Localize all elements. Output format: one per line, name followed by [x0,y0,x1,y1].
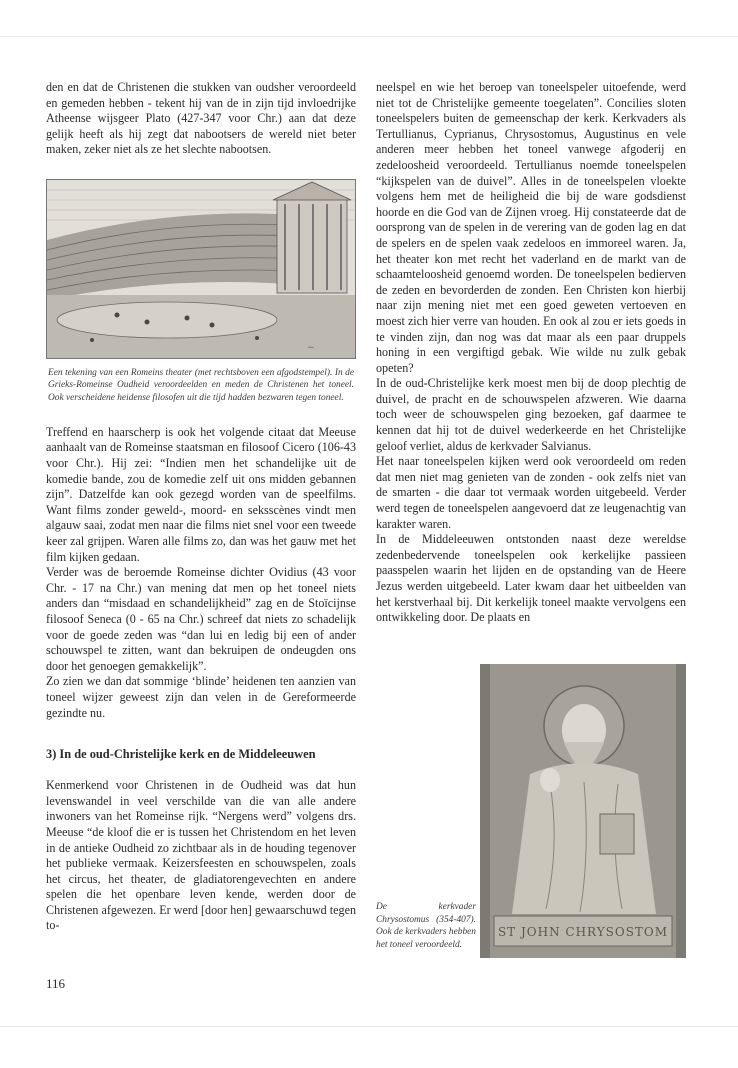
left-column [46,80,356,934]
theater-caption: Een tekening van een Romeins theater (met rechtsboven een afgodstempel). In de Grieks-Romeinse Oudheid veroordeelden en meden de Christenen het toneel. Ook verscheidene heidense filosofen uit die tijd hadden bezwaren tegen toneel. [48,367,354,403]
paragraph-tertullianus: neelspel en wie het beroep van toneelspeler uitoefende, werd niet tot de Christelijke gemeente toegelaten”. Concilies sloten toneelspelers buiten de gemeenschap der kerk. Kerkvaders als Tertullianus, Cyprianus, Chrysostomus, Augustinus en vele anderen meer hebben het toneel vanwege afgoderij en zedeloosheid veroordeeld. Tertullianus noemde toneelspelen “kijkspelen van de duivel”. Alles in de toneelspelen vloekte volgens hem met de heiligheid die bij de ware godsdienst hoorde en die God van de Zijnen vroeg. Hij constateerde dat de oorsprong van de spelen in de verering van de goden lag en dat de spelers en de spelen vaak zedeloos en immoreel waren. Ja, het theater kon met recht het vaderland en de markt van de schaamteloosheid genoemd worden. De toneelspelen bedierven de zeden en bevorderden de zonden. Een Christen kon hierbij naar zijn mening niet met een goed geweten vertoeven en moest zich hier verre van houden. En ook al zou er iets goeds in te vinden zijn, dan nog was dat maar als een paar druppels honing in een vergiftigd gebak. Wie wilde nu zulk gebak opeten? [376,80,686,375]
paragraph-oudheid: Kenmerkend voor Christenen in de Oudheid was dat hun levenswandel in veel verschilde van die van alle andere inwoners van het Romeinse rijk. “Nergens werd” volgens drs. Meeuse “de kloof die er is tussen het Christendom en het leven in de antieke Oudheid zo zichtbaar als in de houding tegenover het publieke vermaak. Keizersfeesten en schouwspelen, zoals het circus, het theater, de gladiatorengevechten en andere spelen die het openbare leven kende, werden door de Christenen afgewezen. Er werd [door hen] gewaarschuwd tegen to- [46,778,356,933]
svg-text:~: ~ [307,342,315,353]
paragraph-ovidius: Verder was de beroemde Romeinse dichter Ovidius (43 voor Chr. - 17 na Chr.) van mening dat men op het toneel niets anders dan “misdaad en schandelijkheid” zag en de Stoïcijnse filosoof Seneca (0 - 65 na Chr.) schreef dat niets zo schadelijk voor de goede zeden was “dan lui en ledig bij een of ander schouwspel te zitten, want dan bekruipen de ondeugden ons door het genoegen gemakkelijk”. [46,565,356,673]
statue-inscription: ST JOHN CHRYSOSTOM [497,925,669,939]
page-number: 116 [46,976,66,991]
top-rule [0,36,738,37]
paragraph-middeleeuwen: In de Middeleeuwen ontstonden naast deze wereldse zedenbedervende toneelspelen ook kerkelijke passieen paasspelen waarin het lijden en de opstanding van de Heere Jezus werden uitgebeeld. Later kwam daar het uitbeelden van het kerstverhaal bij. Dit kerkelijk toneel maakte vervolgens een ontwikkeling door. De plaats en [376,532,686,625]
theater-figure [46,179,356,404]
intro-paragraph: den en dat de Christenen die stukken van oudsher veroordeeld en gemeden hebben - tekent hij van de in zijn tijd invloedrijke Atheense wijsgeer Plato (427-347 voor Chr.) aan dat deze gelijk heeft als hij zegt dat nabootsers de wereld niet beter maken, zeker niet als ze het slechte nabootsen. [46,80,356,157]
paragraph-doop: In de oud-Christelijke kerk moest men bij de doop plechtig de duivel, de pracht en de schouwspelen afzweren. Wie daarna toch weer de schouwspelen ging bezoeken, gaf daarmee te kennen dat hij tot de duivel wederkeerde en het Christelijke geloof verliet, aldus de kerkvader Salvianus. [376,376,686,453]
bottom-rule [0,1026,738,1027]
paragraph-blinde: Zo zien we dan dat sommige ‘blinde’ heidenen ten aanzien van toneel wijzer geweest zijn dan velen in de Gereformeerde gezindte nu. [46,674,356,720]
roman-theater-drawing [46,179,356,359]
paragraph-cicero: Treffend en haarscherp is ook het volgende citaat dat Meeuse aanhaalt van de Romeinse staatsman en filosoof Cicero (106-43 voor Chr.). Hij zei: “Indien men het schandelijke uit de komedie bande, zou de komedie zelf uit ons midden gebannen zijn”. Datzelfde kan ook gezegd worden van de speelfilms. Want films zonder geweld-, moord- en seksscènes vindt men algauw saai, zodat men naar die films niet snel voor een tweede keer zal grijpen. Waren alle films zo, dan was het gauw met het film kijken gedaan. [46,424,356,564]
right-column [376,80,686,626]
section-heading: 3) In de oud-Christelijke kerk en de Middeleeuwen [46,747,316,762]
paragraph-smarten: Het naar toneelspelen kijken werd ook veroordeeld om reden dat men niet mag genieten van de zonden - ook zelfs niet van de smarten - die daar tot vermaak worden uitgebeeld. Verder werd tegen de toneelspelen aangevoerd dat ze leugenachtig van karakter waren. [376,454,686,531]
statue-figure [376,664,686,958]
chrysostom-statue-photo [480,664,686,958]
statue-caption: De kerkvader Chrysostomus (354-407). Ook de kerkvaders hebben het toneel veroordeeld. [376,902,476,950]
